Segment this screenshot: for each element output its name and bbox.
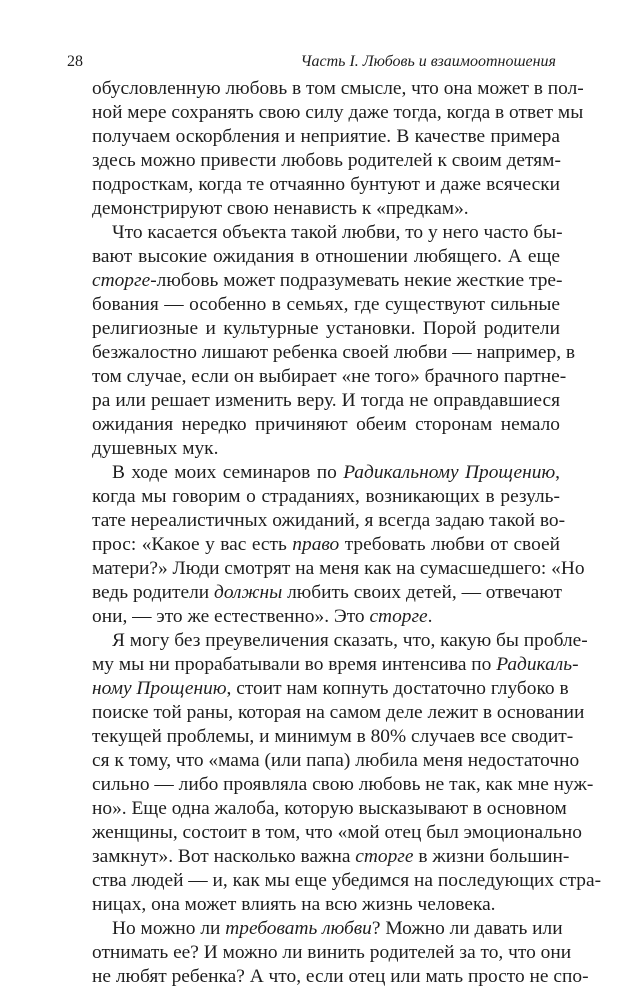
text-line: ожидания нередко причиняют обеим сторонам немало [92,414,560,435]
text-line: религиозные и культурные установки. Порой родители [92,318,560,339]
text-line: получаем оскорбления и неприятие. В качестве примера [92,126,560,147]
page-number: 28 [67,53,83,70]
text-line: но». Еще одна жалоба, которую высказывают в основном [92,798,567,819]
text-line: ства людей — и, как мы еще убедимся на последующих стра- [92,870,602,891]
text-line: ся к тому, что «мама (или папа) любила меня недостаточно [92,750,580,771]
text-line: сторге-любовь может подразумевать некие жесткие тре- [92,270,563,291]
text-line: демонстрируют свою ненависть к «предкам». [92,198,469,219]
text-line: здесь можно привести любовь родителей к своим детям- [92,150,561,171]
text-line: подросткам, когда те отчаянно бунтуют и даже всячески [92,174,560,195]
text-line: Но можно ли требовать любви? Можно ли давать или [112,918,563,939]
text-line: ницах, она может влиять на всю жизнь человека. [92,894,496,915]
text-line: ному Прощению, стоит нам копнуть достаточно глубоко в [92,678,569,699]
text-line: В ходе моих семинаров по Радикальному Прощению, [112,462,560,483]
text-line: они, — это же естественно». Это сторге. [92,606,433,627]
body-text [92,77,602,989]
text-line: обусловленную любовь в том смысле, что она может в пол- [92,78,584,99]
text-line: ра или решает изменить веру. И тогда не оправдавшиеся [92,390,560,411]
text-line: Я могу без преувеличения сказать, что, какую бы пробле- [112,630,588,651]
text-line: ведь родители должны любить своих детей, — отвечают [92,582,562,603]
text-line: прос: «Какое у вас есть право требовать любви от своей [92,534,560,555]
text-line: отнимать ее? И можно ли винить родителей за то, что они [92,942,572,963]
text-line: безжалостно лишают ребенка своей любви — например, в [92,342,576,363]
text-line: поиске той раны, которая на самом деле лежит в основании [92,702,585,723]
text-line: не любят ребенка? А что, если отец или мать просто не спо- [92,966,589,987]
text-line: женщины, состоит в том, что «мой отец был эмоционально [92,822,582,843]
text-line: вают высокие ожидания в отношении любящего. А еще [92,246,560,267]
page-header [65,50,556,74]
text-line: когда мы говорим о страданиях, возникающих в резуль- [92,486,560,507]
text-line: му мы ни прорабатывали во время интенсива по Радикаль- [92,654,579,675]
text-line: матери?» Люди смотрят на меня как на сумасшедшего: «Но [92,558,585,579]
text-line: сильно — либо проявляла свою любовь не так, как мне нуж- [92,774,594,795]
text-line: замкнут». Вот насколько важна сторге в жизни большин- [92,846,570,867]
text-line: ной мере сохранять свою силу даже тогда, когда в ответ мы [92,102,584,123]
text-line: текущей проблемы, и минимум в 80% случаев все сводит- [92,726,574,747]
text-line: душевных мук. [92,438,219,459]
text-line: бования — особенно в семьях, где существуют сильные [92,294,560,315]
text-line: тате нереалистичных ожиданий, я всегда задаю такой во- [92,510,566,531]
running-head: Часть I. Любовь и взаимоотношения [300,53,556,70]
text-line: том случае, если он выбирает «не того» брачного партне- [92,366,567,387]
text-line: Что касается объекта такой любви, то у него часто бы- [112,222,563,243]
